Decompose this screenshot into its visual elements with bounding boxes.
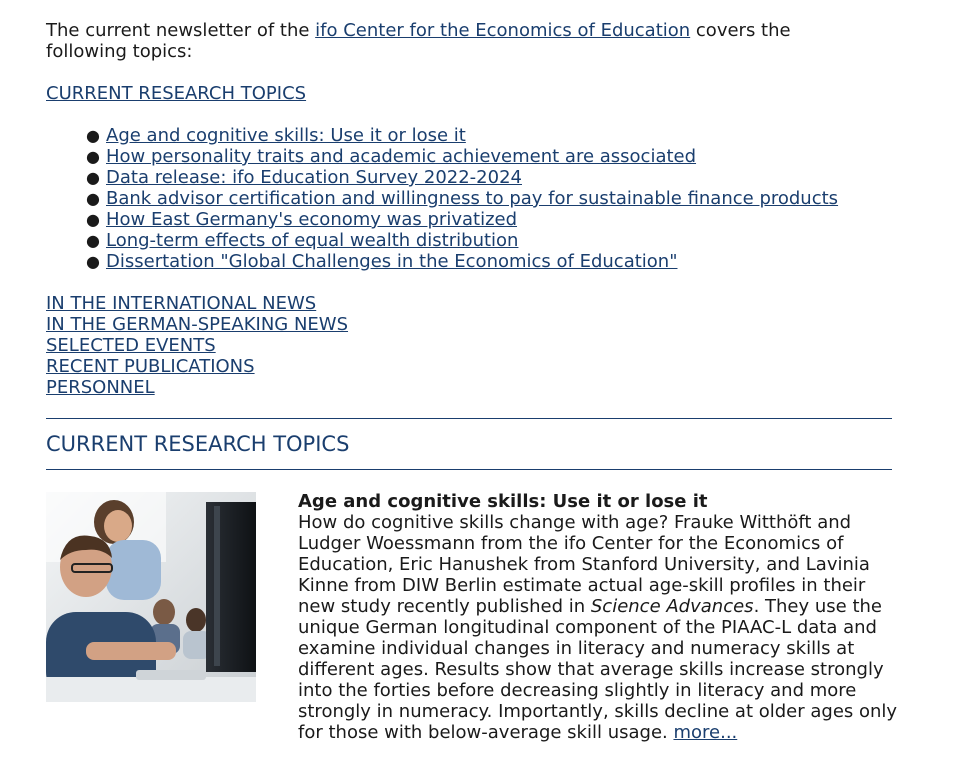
ifo-center-link[interactable]: ifo Center for the Economics of Education [315,20,691,41]
german-speaking-news-link[interactable]: IN THE GERMAN-SPEAKING NEWS [46,314,349,335]
intro-paragraph [46,20,866,62]
topic-link[interactable]: Bank advisor certification and willingness to pay for sustainable finance products [106,188,839,209]
divider [46,469,892,470]
topic-link[interactable]: Long-term effects of equal wealth distribution [106,230,519,251]
article-title: Age and cognitive skills: Use it or lose it [298,491,708,512]
newsletter-page [46,20,898,751]
recent-publications-link[interactable]: RECENT PUBLICATIONS [46,356,255,377]
article-text [298,491,898,743]
selected-events-link[interactable]: SELECTED EVENTS [46,335,216,356]
bullet-icon: ● [86,168,100,187]
toc-research-topics-link[interactable]: CURRENT RESEARCH TOPICS [46,83,307,104]
bullet-icon: ● [86,126,100,145]
international-news-link[interactable]: IN THE INTERNATIONAL NEWS [46,293,317,314]
section-heading: CURRENT RESEARCH TOPICS [46,432,350,456]
bullet-icon: ● [86,189,100,208]
topic-link[interactable]: Age and cognitive skills: Use it or lose it [106,125,466,146]
list-item [86,167,892,188]
list-item [86,146,892,167]
bullet-icon: ● [86,147,100,166]
article-image[interactable] [46,492,256,702]
divider [46,418,892,419]
list-item [86,188,892,209]
topic-link[interactable]: Data release: ifo Education Survey 2022-2024 [106,167,522,188]
bullet-icon: ● [86,252,100,271]
personnel-link[interactable]: PERSONNEL [46,377,155,398]
bullet-icon: ● [86,231,100,250]
article-body [298,512,898,743]
bullet-icon: ● [86,210,100,229]
topics-list [46,125,892,272]
intro-prefix: The current newsletter of the [46,20,316,41]
topic-link[interactable]: Dissertation "Global Challenges in the Economics of Education" [106,251,678,272]
list-item [86,209,892,230]
article-body-part2: . They use the unique German longitudinal component of the PIAAC-L data and examine individual changes in literacy and numeracy skills at different ages. Results show that average skills increase strongly into the forties before decreasing slightly in literacy and more strongly in numeracy. Importantly, skills decline at older ages only for those with below-average skill usage. [298,596,898,743]
journal-name: Science Advances [590,596,754,617]
section-nav [46,293,892,398]
article-card [46,491,898,751]
list-item [86,230,892,251]
list-item [86,125,892,146]
intro-suffix: covers the following topics: [46,20,791,62]
article-body-part1: How do cognitive skills change with age? Frauke Witthöft and Ludger Woessmann from the ifo Center for the Economics of Education, Eric Hanushek from Stanford University, and Lavinia Kinne from DIW Berlin estimate actual age-skill profiles in their new study recently published in [298,512,870,617]
list-item [86,251,892,272]
more-link[interactable]: more... [673,722,738,743]
topic-link[interactable]: How personality traits and academic achievement are associated [106,146,697,167]
topic-link[interactable]: How East Germany's economy was privatized [106,209,518,230]
